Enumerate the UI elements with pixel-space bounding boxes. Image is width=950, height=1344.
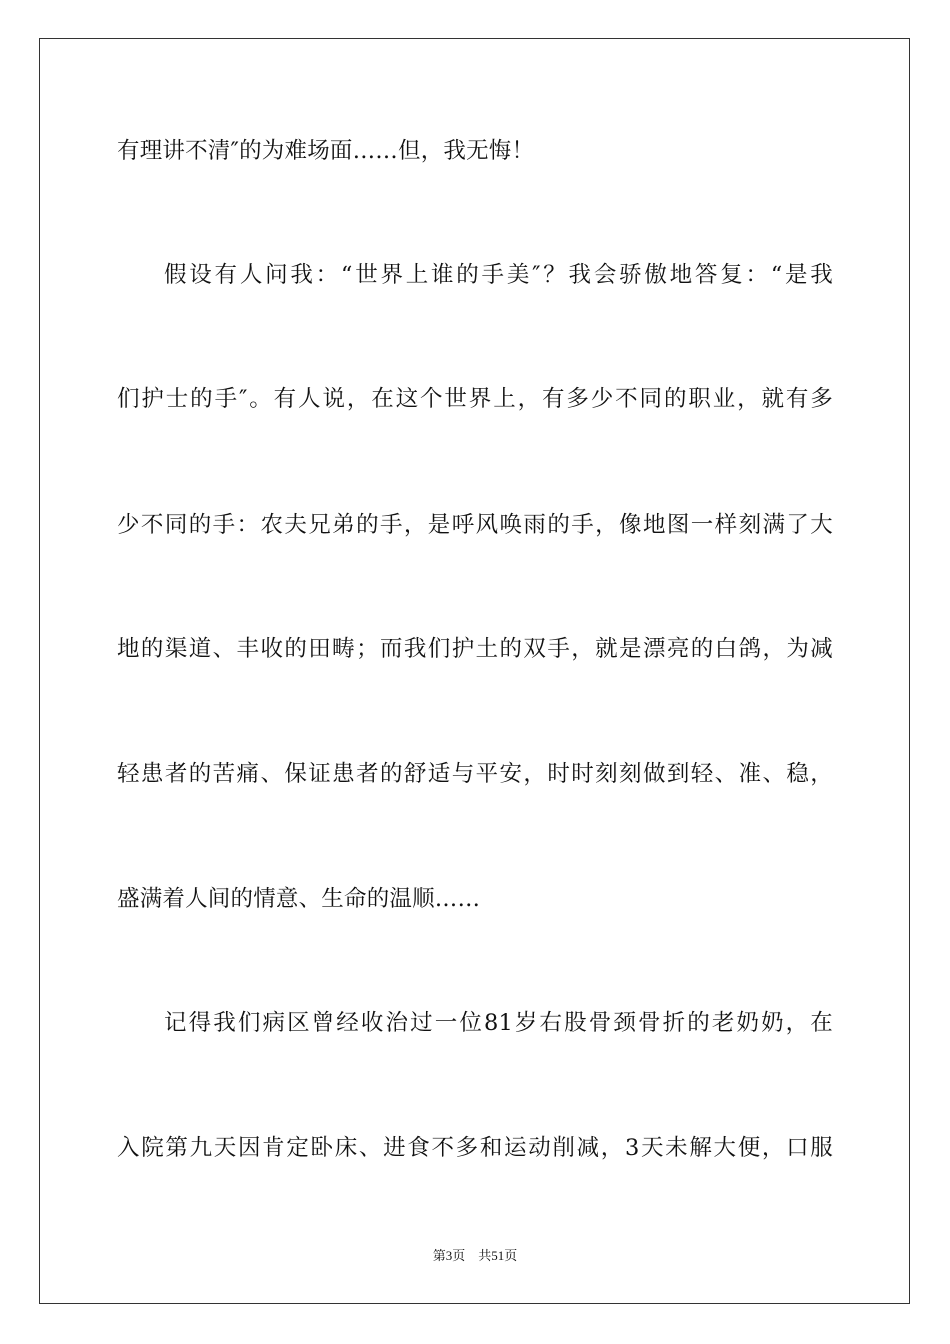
text-line: 盛满着人间的情意、生命的温顺…… <box>117 886 481 912</box>
text-line: 记得我们病区曾经收治过一位81岁右股骨颈骨折的老奶奶，在 <box>164 1010 833 1036</box>
page-total: 共51页 <box>478 1248 518 1263</box>
text-line: 们护士的手″。有人说，在这个世界上，有多少不同的职业，就有多 <box>117 386 833 412</box>
page-footer <box>0 1247 950 1265</box>
text-line: 轻患者的苦痛、保证患者的舒适与平安，时时刻刻做到轻、准、稳， <box>117 761 833 787</box>
text-line: 入院第九天因肯定卧床、进食不多和运动削减，3天未解大便，口服 <box>117 1135 833 1161</box>
page-number: 第3页 <box>432 1248 466 1263</box>
text-line: 少不同的手：农夫兄弟的手，是呼风唤雨的手，像地图一样刻满了大 <box>117 512 833 538</box>
page-border <box>39 38 910 1304</box>
text-line: 假设有人问我：“世界上谁的手美″？我会骄傲地答复：“是我 <box>164 262 833 288</box>
text-line: 有理讲不清″的为难场面……但，我无悔！ <box>117 138 535 164</box>
text-line: 地的渠道、丰收的田畴；而我们护土的双手，就是漂亮的白鸽，为减 <box>117 636 833 662</box>
